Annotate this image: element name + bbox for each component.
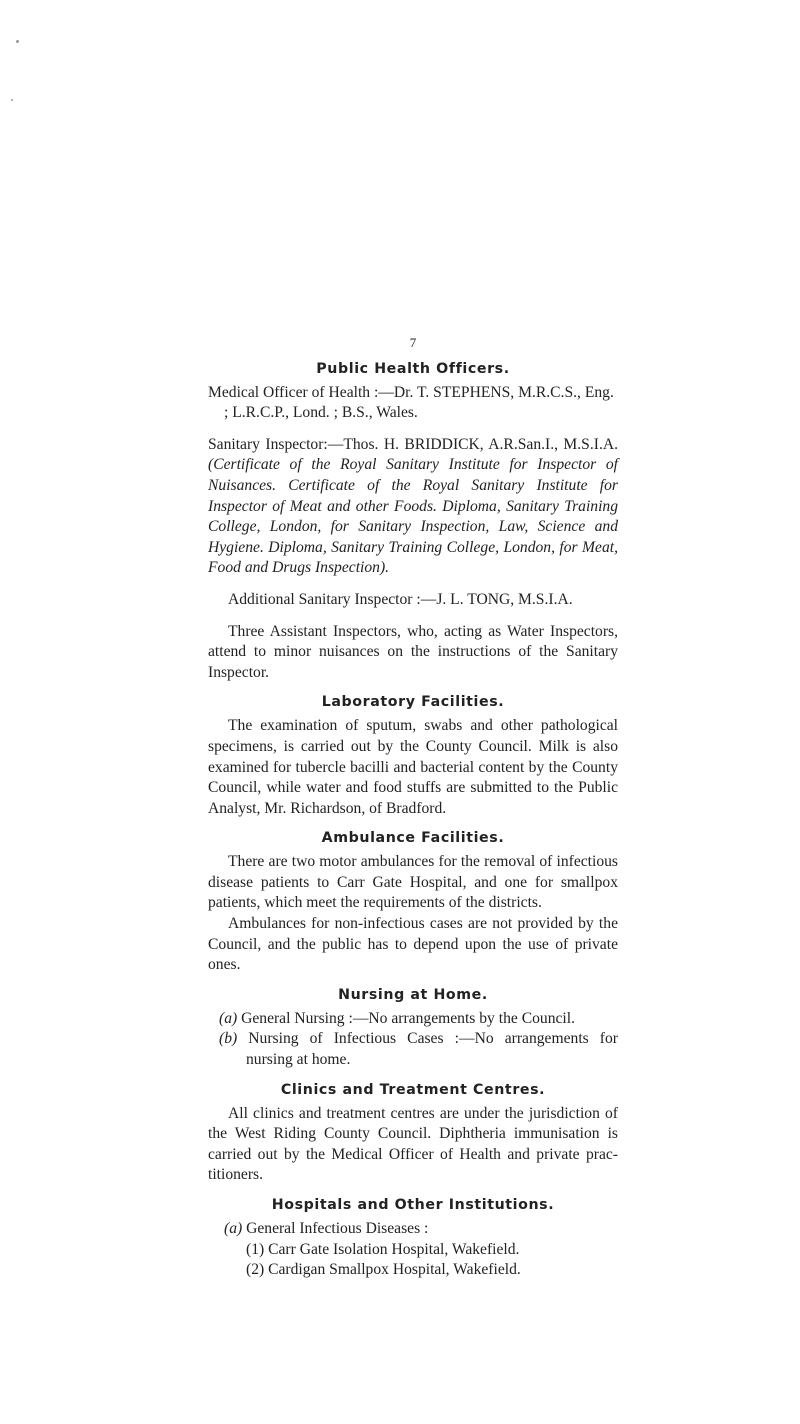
clinics-paragraph: All clinics and treatment centres are under the jurisdiction of the West Riding County Council. Diphtheria immunisation is carried out by the Medical Officer of Health and private practitioners. <box>208 1104 618 1184</box>
asi-label: Additional Sanitary Inspector :— <box>228 590 437 608</box>
si-label: Sanitary Inspector:— <box>208 435 344 453</box>
nursing-section <box>208 984 618 1071</box>
category-label: General Infectious Diseases : <box>246 1220 429 1237</box>
category-marker: (a) <box>224 1220 243 1237</box>
item-marker: (a) <box>219 1009 238 1027</box>
clinics-section <box>208 1079 618 1186</box>
item-text: General Nursing :—No arrangements by the Council. <box>241 1009 575 1027</box>
asi-name: J. L. TONG, M.S.I.A. <box>436 590 573 608</box>
si-qualifications: (Certificate of the Royal Sanitary Institute for Inspector of Nuisances. Certificate of the Royal Sanitary Institute for Inspector of Meat and other Foods. Diploma, Sanitary Training College, London, for Sanitary Inspection, Law, Science and Hygiene. Diploma, Sanitary Training College, London, for Meat, Food and Drugs Inspection). <box>208 456 618 577</box>
additional-inspector-entry <box>208 590 618 611</box>
nursing-item <box>208 1009 618 1030</box>
item-text: Nursing of Infectious Cases :—No arrangements for nursing at home. <box>246 1030 618 1069</box>
sanitary-inspector-entry <box>208 435 618 579</box>
hospital-name: Carr Gate Isolation Hospital, Wakefield. <box>268 1240 520 1258</box>
ambulance-section <box>208 827 618 976</box>
ambulance-paragraph-2: Ambulances for non-infectious cases are not provided by the Council, and the public has to depend upon the use of private ones. <box>208 915 618 974</box>
nursing-item <box>208 1029 618 1070</box>
si-name: Thos. H. BRIDDICK, A.R.San.I., M.S.I.A. <box>343 435 619 453</box>
section-heading: Hospitals and Other Institutions. <box>271 1197 555 1213</box>
list-marker: (2) <box>246 1261 265 1279</box>
page-number: 7 <box>409 335 417 350</box>
section-heading: Laboratory Facilities. <box>321 694 505 711</box>
scan-speck <box>11 99 13 101</box>
page-content <box>208 333 618 1281</box>
section-heading: Clinics and Treatment Centres. <box>280 1081 546 1098</box>
laboratory-section <box>208 691 618 819</box>
list-marker: (1) <box>246 1240 265 1258</box>
moh-label: Medical Officer of Health :— <box>208 383 394 401</box>
section-heading: Public Health Officers. <box>316 360 510 377</box>
scan-speck <box>16 40 19 43</box>
hospital-name: Cardigan Smallpox Hospital, Wakefield. <box>268 1261 521 1279</box>
hospitals-section <box>208 1194 618 1281</box>
item-marker: (b) <box>219 1030 238 1048</box>
hospital-list-item <box>208 1240 618 1261</box>
laboratory-paragraph: The examination of sputum, swabs and other pathological specimens, is carried out by the County Council. Milk is also examined for tubercle bacilli and bacterial content by the County Council, while water and food stuffs are submitted to the Public Analyst, Mr. Richardson, of Bradford. <box>208 717 618 817</box>
moh-name: Dr. T. STEPHENS, M.R.C.S., Eng. ; L.R.C.P., Lond. ; B.S., Wales. <box>224 383 614 422</box>
hospital-category <box>208 1219 618 1240</box>
section-heading: Nursing at Home. <box>338 986 488 1003</box>
hospital-list-item <box>208 1260 618 1281</box>
ambulance-paragraph-1: There are two motor ambulances for the removal of infectious disease patients to Carr Gate Hospital, and one for smallpox patients, which meet the requirements of the districts. <box>208 853 618 912</box>
assistant-inspectors-paragraph: Three Assistant Inspectors, who, acting as Water Inspectors, attend to minor nuisances on the instructions of the Sanitary Inspector. <box>208 622 618 681</box>
public-health-officers-section <box>208 358 618 684</box>
medical-officer-entry <box>208 383 618 424</box>
section-heading: Ambulance Facilities. <box>321 830 505 847</box>
